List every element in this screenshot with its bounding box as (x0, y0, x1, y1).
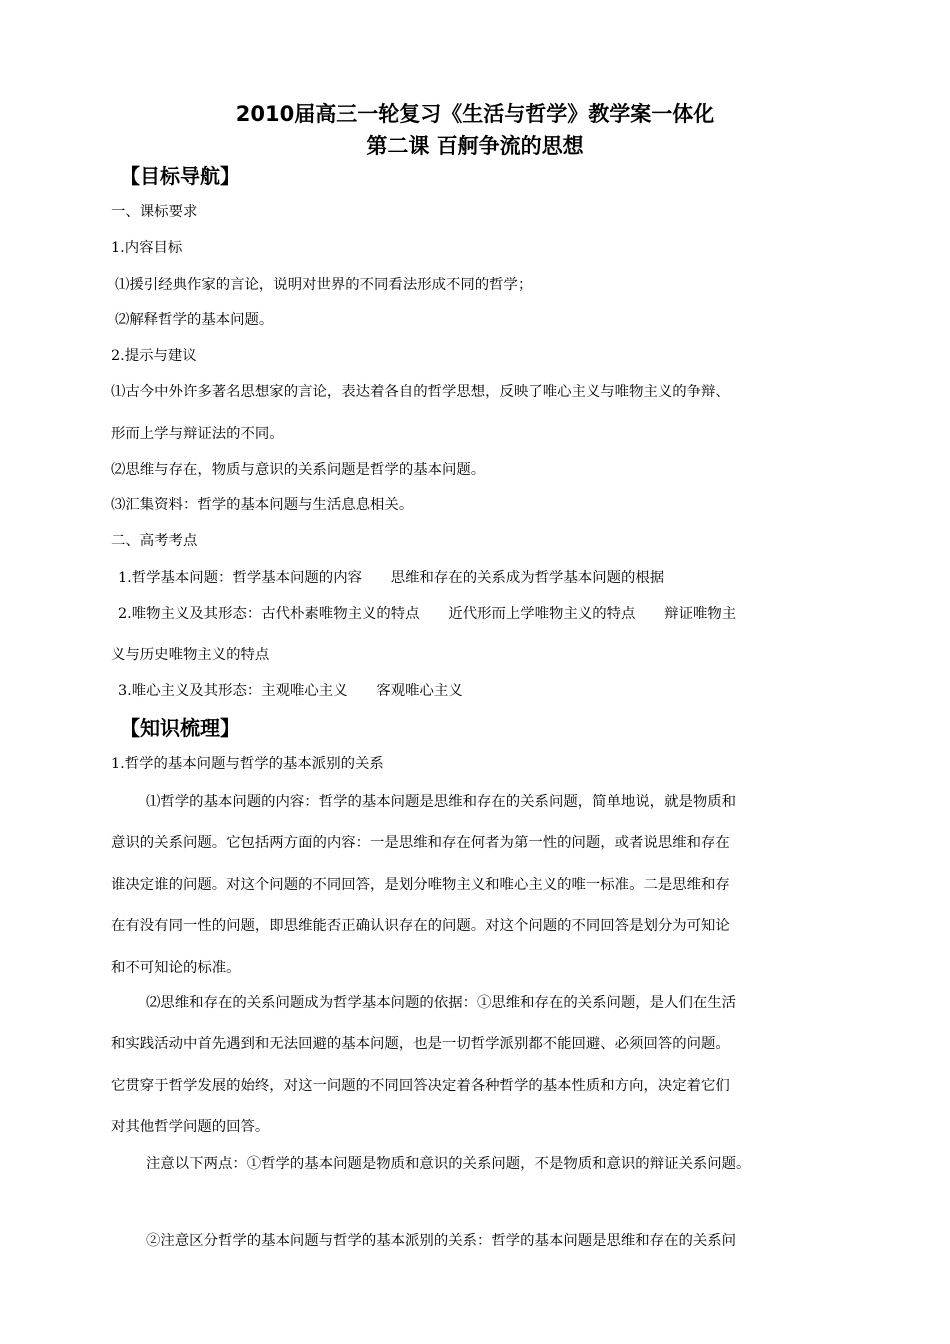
goals-content-target-b: ⑵解释哲学的基本问题。 (115, 312, 274, 328)
note-line-1: 注意以下两点：①哲学的基本问题是物质和意识的关系问题，不是物质和意识的辩证关系问题。 (146, 1156, 751, 1172)
paragraph-1-line-5: 和不可知论的标准。 (111, 960, 241, 976)
paragraph-2-line-3: 它贯穿于哲学发展的始终，对这一问题的不同回答决定着各种哲学的基本性质和方向，决定着它们 (111, 1078, 730, 1094)
exam-point-2a: 2.唯物主义及其形态：古代朴素唯物主义的特点 近代形而上学唯物主义的特点 辩证唯物主 (118, 606, 737, 622)
exam-point-3: 3.唯心主义及其形态：主观唯心主义 客观唯心主义 (118, 683, 463, 699)
goals-content-target: 1.内容目标 (111, 240, 183, 256)
paragraph-2-line-1: ⑵思维和存在的关系问题成为哲学基本问题的依据：①思维和存在的关系问题，是人们在生活 (146, 995, 737, 1011)
paragraph-1-line-2: 意识的关系问题。它包括两方面的内容：一是思维和存在何者为第一性的问题，或者说思维和存在 (111, 835, 730, 851)
goals-content-target-a: ⑴援引经典作家的言论，说明对世界的不同看法形成不同的哲学； (115, 277, 533, 293)
exam-point-1: 1.哲学基本问题：哲学基本问题的内容 思维和存在的关系成为哲学基本问题的根据 (118, 570, 665, 586)
paragraph-1-line-4: 在有没有同一性的问题，即思维能否正确认识存在的问题。对这个问题的不同回答是划分为可知论 (111, 918, 730, 934)
knowledge-item-1: 1.哲学的基本问题与哲学的基本派别的关系 (111, 756, 384, 772)
lesson-title: 第二课 百舸争流的思想 (366, 134, 584, 158)
exam-point-2b: 义与历史唯物主义的特点 (111, 647, 270, 663)
goals-item-2: 二、高考考点 (111, 533, 198, 549)
goals-item-1: 一、课标要求 (111, 204, 198, 220)
section-heading-goals: 【目标导航】 (120, 164, 240, 188)
paragraph-2-line-2: 和实践活动中首先遇到和无法回避的基本问题，也是一切哲学派别都不能回避、必须回答的问题。 (111, 1036, 730, 1052)
document-title: 2010届高三一轮复习《生活与哲学》教学案一体化 (235, 102, 715, 126)
paragraph-2-line-4: 对其他哲学问题的回答。 (111, 1119, 270, 1135)
paragraph-1-line-1: ⑴哲学的基本问题的内容：哲学的基本问题是思维和存在的关系问题，简单地说，就是物质和 (146, 794, 737, 810)
section-heading-knowledge: 【知识梳理】 (120, 716, 240, 740)
goals-suggestions-c: ⑶汇集资料：哲学的基本问题与生活息息相关。 (111, 497, 414, 513)
paragraph-1-line-3: 谁决定谁的问题。对这个问题的不同回答，是划分唯物主义和唯心主义的唯一标准。二是思维和存 (111, 877, 730, 893)
goals-suggestions-a2: 形而上学与辩证法的不同。 (111, 426, 284, 442)
goals-suggestions-b: ⑵思维与存在，物质与意识的关系问题是哲学的基本问题。 (111, 462, 486, 478)
goals-suggestions-a1: ⑴古今中外许多著名思想家的言论，表达着各自的哲学思想，反映了唯心主义与唯物主义的争辩、 (111, 384, 730, 400)
goals-suggestions: 2.提示与建议 (111, 348, 197, 364)
note-line-2: ②注意区分哲学的基本问题与哲学的基本派别的关系：哲学的基本问题是思维和存在的关系问 (146, 1233, 737, 1249)
